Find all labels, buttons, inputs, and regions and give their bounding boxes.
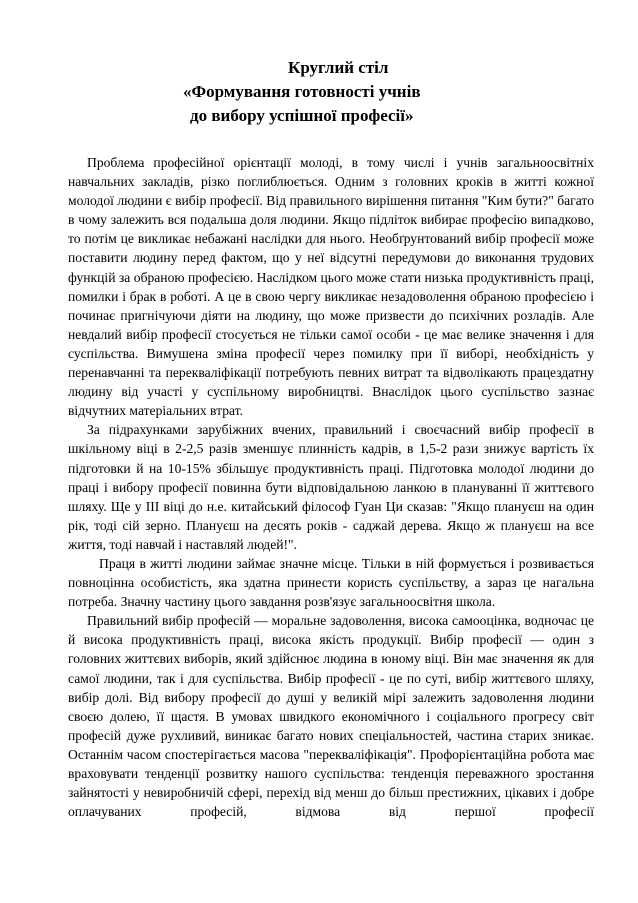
title-line-2: «Формування готовності учнів — [183, 82, 421, 101]
paragraph-1: Проблема професійної орієнтації молоді, в тому числі і учнів загальноосвітніх навчальних закладів, різко поглиблюється. Одним з головних кроків в житті кожної молодої людини є вибір професії. Від правильного вирішення питання "Ким бути?" багато в чому залежить вся подальша доля людини. Якщо підліток вибирає професію випадково, то потім це викликає небажані наслідки для нього. Необґрунтований вибір професії може поставити людину перед фактом, що у неї відсутні передумови до виконання трудових функцій за обраною професією. Наслідком цього може стати низька продуктивність праці, помилки і брак в роботі. А це в свою чергу викликає незадоволення обраною професією і починає пригнічуючи діяти на людину, що може призвести до психічних розладів. Але невдалий вибір професії стосується не тільки самої особи - це має велике значення і для суспільства. Вимушена зміна професії через помилку при її виборі, необхідність у перенавчанні та перекваліфікації потребують певних витрат та відволікають працездатну людину від участі у суспільному виробництві. Внаслідок цього суспільство зазнає відчутних матеріальних втрат. — [68, 155, 594, 419]
title-line-3: до вибору успішної професії» — [190, 106, 414, 125]
paragraph-2: За підрахунками зарубіжних вчених, правильний і своєчасний вибір професії в шкільному віці в 2-2,5 разів зменшує плинність кадрів, в 1,5-2 рази знижує вартість їх підготовки й на 10-15% збільшує продуктивність праці. Підготовка молодої людини до праці і вибору професії повинна бути відповідальною ланкою в плануванні її життєвого шляху. Ще у ІІІ віці до н.е. китайський філософ Гуан Ци сказав: "Якщо плануєш на один рік, тоді сій зерно. Плануєш на десять років - саджай дерева. Якщо ж плануєш на все життя, тоді навчай і наставляй людей!". — [68, 422, 594, 552]
paragraph-4: Правильний вибір професій — моральне задоволення, висока самооцінка, водночас це й висока продуктивність праці, висока якість продукції. Вибір професії — один з головних життєвих виборів, який здійснює людина в юному віці. Він має значення як для самої людини, так і для суспільства. Вибір професії - це по суті, вибір життєвого шляху, вибір долі. Від вибору професії до душі у великій мірі залежить задоволення людини своєю долею, її щастя. В умовах швидкого економічного і соціального прогресу світ професій дуже рухливий, виникає багато нових спеціальностей, частина старих зникає. Останнім часом спостерігається масова "перекваліфікація". Профорієнтаційна робота має враховувати тенденції розвитку нашого суспільства: тенденція переважного зростання зайнятості у невиробничій сфері, перехід від менш до більш престижних, цікавих і добре оплачуваних професій, відмова від першої професії — [68, 613, 594, 820]
paragraph-3: Праця в житті людини займає значне місце. Тільки в ній формується і розвивається повноцінна особистість, яка здатна принести користь суспільству, а зараз це нагальна потреба. Значну частину цього завдання розв'язує загальноосвітня школа. — [68, 555, 594, 610]
title-line-1: Круглий стіл — [288, 58, 389, 77]
document-body — [68, 153, 594, 821]
document-title — [0, 56, 638, 128]
